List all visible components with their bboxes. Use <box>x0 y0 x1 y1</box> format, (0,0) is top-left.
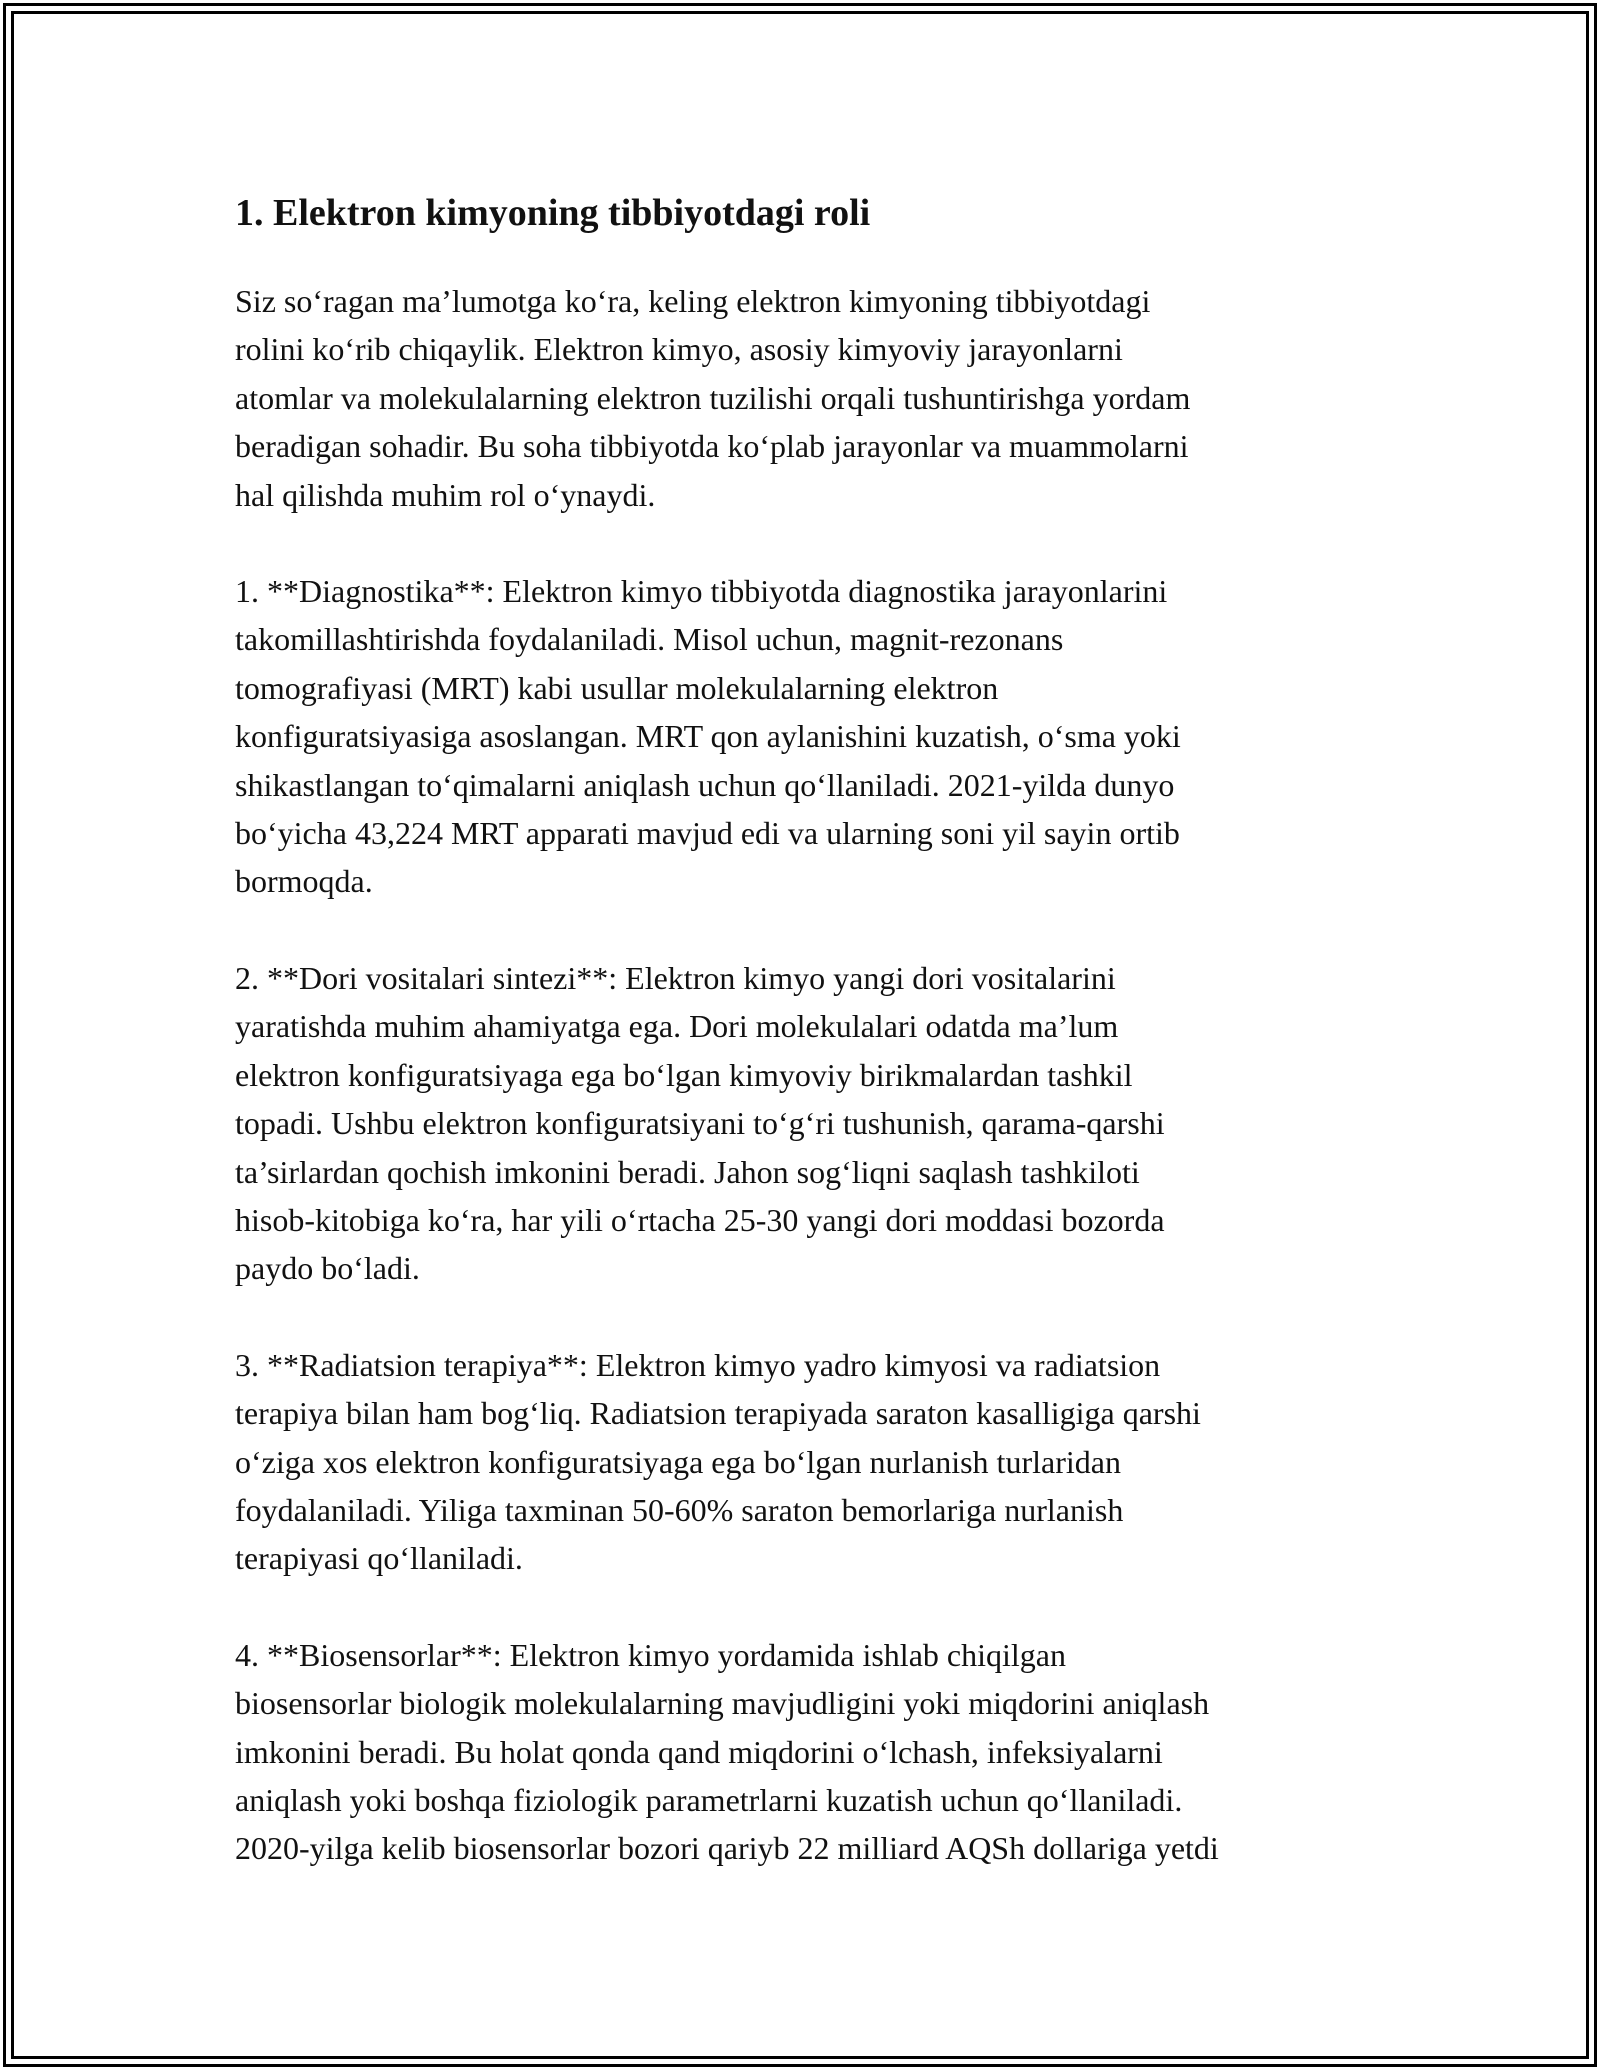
paragraph-radiatsion-terapiya: 3. **Radiatsion terapiya**: Elektron kimyo yadro kimyosi va radiatsion terapiya bilan ham bog‘liq. Radiatsion terapiyada saraton kasalligiga qarshi o‘ziga xos elektron konfiguratsiyaga ega bo‘lgan nurlanish turlaridan foydalaniladi. Yiliga taxminan 50-60% saraton bemorlariga nurlanish terapiyasi qo‘llaniladi. <box>235 1346 1201 1577</box>
paragraph-dori-vositalari: 2. **Dori vositalari sintezi**: Elektron kimyo yangi dori vositalarini yaratishda muhim ahamiyatga ega. Dori molekulalari odatda ma’lum elektron konfiguratsiyaga ega bo‘lgan kimyoviy birikmalardan tashkil topadi. Ushbu elektron konfiguratsiyani to‘g‘ri tushunish, qarama-qarshi ta’sirlardan qochish imkonini beradi. Jahon sog‘liqni saqlash tashkiloti hisob-kitobiga ko‘ra, har yili o‘rtacha 25-30 yangi dori moddasi bozorda paydo bo‘ladi. <box>235 959 1165 1287</box>
paragraph-diagnostika: 1. **Diagnostika**: Elektron kimyo tibbiyotda diagnostika jarayonlarini takomillashtirishda foydalaniladi. Misol uchun, magnit-rezonans tomografiyasi (MRT) kabi usullar molekulalarning elektron konfiguratsiyasiga asoslangan. MRT qon aylanishini kuzatish, o‘sma yoki shikastlangan to‘qimalarni aniqlash uchun qo‘llaniladi. 2021-yilda dunyo bo‘yicha 43,224 MRT apparati mavjud edi va ularning soni yil sayin ortib bormoqda. <box>235 573 1181 900</box>
document-page <box>235 185 1395 1921</box>
paragraph-intro: Siz so‘ragan ma’lumotga ko‘ra, keling elektron kimyoning tibbiyotdagi rolini ko‘rib chiqaylik. Elektron kimyo, asosiy kimyoviy jarayonlarni atomlar va molekulalarning elektron tuzilishi orqali tushuntirishga yordam beradigan sohadir. Bu soha tibbiyotda ko‘plab jarayonlar va muammolarni hal qilishda muhim rol o‘ynaydi. <box>235 283 1191 513</box>
document-title: 1. Elektron kimyoning tibbiyotdagi roli <box>235 192 871 234</box>
paragraph-biosensorlar: 4. **Biosensorlar**: Elektron kimyo yordamida ishlab chiqilgan biosensorlar biologik molekulalarning mavjudligini yoki miqdorini aniqlash imkonini beradi. Bu holat qonda qand miqdorini o‘lchash, infeksiyalarni aniqlash yoki boshqa fiziologik parametrlarni kuzatish uchun qo‘llaniladi. 2020-yilga kelib biosensorlar bozori qariyb 22 milliard AQSh dollariga yetdi <box>235 1636 1219 1867</box>
